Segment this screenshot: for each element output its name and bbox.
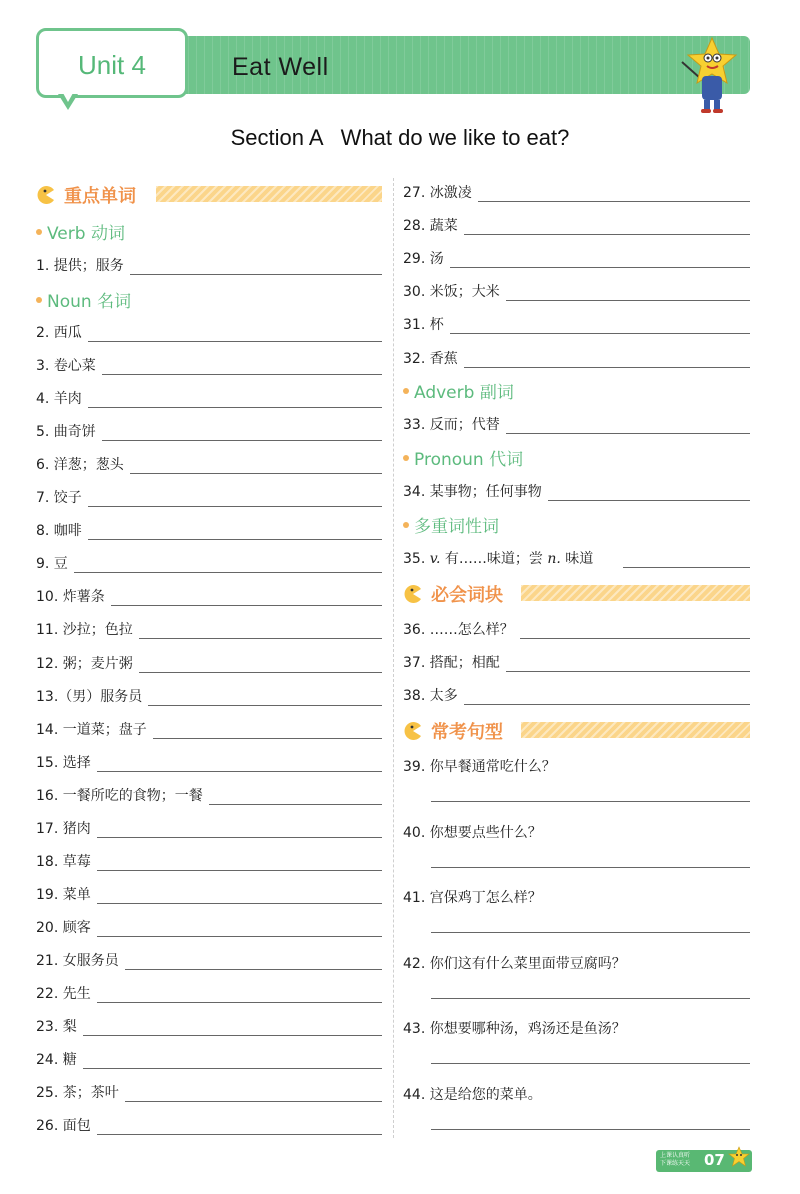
item-label: 26. 面包	[36, 1115, 97, 1135]
answer-line[interactable]	[36, 572, 382, 573]
section-header-bar	[156, 186, 382, 202]
item-label: 15. 选择	[36, 752, 97, 772]
section-header-sentences	[403, 717, 750, 743]
star-mascot-icon	[680, 36, 740, 116]
sentence-item	[403, 822, 750, 882]
list-item	[403, 314, 750, 336]
section-header-label: 常考句型	[431, 722, 503, 743]
answer-line[interactable]	[431, 932, 750, 933]
bullet-dot-icon	[36, 297, 42, 303]
answer-line[interactable]	[36, 407, 382, 408]
list-item	[36, 884, 382, 906]
answer-line[interactable]	[431, 867, 750, 868]
item-label: 3. 卷心菜	[36, 355, 102, 375]
list-item	[36, 983, 382, 1005]
list-item	[36, 1082, 382, 1104]
item-label: 12. 粥；麦片粥	[36, 653, 139, 673]
list-item	[36, 355, 382, 377]
bullet-dot-icon	[36, 229, 42, 235]
list-item	[36, 487, 382, 509]
section-header-key-words	[36, 181, 382, 207]
list-item	[403, 652, 750, 674]
subhead-adverb	[403, 378, 514, 403]
list-item	[36, 818, 382, 840]
item-label: 41. 宫保鸡丁怎么样？	[403, 890, 542, 907]
section-title: Section A What do we like to eat?	[230, 125, 570, 150]
sentence-item	[403, 953, 750, 1013]
list-item	[36, 454, 382, 476]
answer-line[interactable]	[36, 341, 382, 342]
bullet-dot-icon	[403, 522, 409, 528]
subhead-adverb-label: Adverb 副词	[414, 383, 514, 403]
list-item	[403, 215, 750, 237]
footer-slogan	[660, 1152, 700, 1168]
item-label: 17. 猪肉	[36, 818, 97, 838]
pos-noun: n.	[547, 551, 561, 567]
list-item	[403, 685, 750, 707]
pacman-icon	[403, 584, 423, 604]
section-header-bar	[521, 585, 750, 601]
list-item	[36, 255, 382, 277]
item-label: 33. 反而；代替	[403, 414, 506, 434]
subhead-verb	[36, 219, 125, 244]
item-label: 27. 冰激凌	[403, 182, 478, 202]
list-item	[403, 619, 750, 641]
answer-line[interactable]	[431, 1063, 750, 1064]
list-item	[36, 851, 382, 873]
column-divider	[393, 178, 394, 1138]
item-label: 13.（男）服务员	[36, 686, 148, 706]
item-label: 39. 你早餐通常吃什么？	[403, 759, 556, 775]
pacman-icon	[403, 721, 423, 741]
answer-line[interactable]	[36, 1068, 382, 1069]
list-item	[36, 421, 382, 443]
sentence-item	[403, 1018, 750, 1078]
item-number: 35.	[403, 551, 426, 567]
pos-verb: v.	[429, 551, 441, 567]
list-item	[36, 520, 382, 542]
item-label: 30. 米饭；大米	[403, 281, 506, 301]
item-label: 31. 杯	[403, 314, 450, 334]
item-meaning-b: 味道	[565, 551, 594, 567]
item-label	[403, 548, 599, 568]
bullet-dot-icon	[403, 455, 409, 461]
item-label: 32. 香蕉	[403, 348, 464, 368]
list-item	[36, 553, 382, 575]
item-label: 42. 你们这有什么菜里面带豆腐吗？	[403, 955, 626, 972]
item-label: 40. 你想要点些什么？	[403, 824, 542, 841]
list-item	[36, 1115, 382, 1137]
item-label: 18. 草莓	[36, 851, 97, 871]
item-label: 4. 羊肉	[36, 388, 88, 408]
answer-line[interactable]	[431, 801, 750, 802]
item-label: 11. 沙拉；色拉	[36, 619, 139, 639]
item-label: 20. 顾客	[36, 917, 97, 937]
list-item	[36, 1049, 382, 1071]
item-label: 8. 咖啡	[36, 520, 88, 540]
subhead-pronoun	[403, 445, 523, 470]
item-label: 10. 炸薯条	[36, 586, 111, 606]
item-label: 23. 梨	[36, 1016, 83, 1036]
list-item	[36, 322, 382, 344]
sentence-item	[403, 756, 750, 816]
bullet-dot-icon	[403, 388, 409, 394]
item-label: 5. 曲奇饼	[36, 421, 102, 441]
unit-box-tail-inner	[63, 93, 73, 102]
item-label: 7. 饺子	[36, 487, 88, 507]
answer-line[interactable]	[36, 506, 382, 507]
list-item	[403, 281, 750, 303]
list-item	[36, 752, 382, 774]
footer-slogan-2: 下课练天天	[660, 1160, 691, 1167]
item-label: 37. 搭配；相配	[403, 652, 506, 672]
answer-line[interactable]	[403, 267, 750, 268]
list-item	[36, 1016, 382, 1038]
item-label: 43. 你想要哪种汤，鸡汤还是鱼汤？	[403, 1021, 626, 1038]
item-label: 2. 西瓜	[36, 322, 88, 342]
item-label: 34. 某事物；任何事物	[403, 481, 548, 501]
list-item	[36, 950, 382, 972]
answer-line[interactable]	[403, 333, 750, 334]
item-label: 16. 一餐所吃的食物；一餐	[36, 785, 209, 805]
list-item	[36, 653, 382, 675]
item-meaning-a: 有……味道；尝	[444, 551, 543, 567]
item-label: 38. 太多	[403, 685, 464, 705]
answer-line[interactable]	[431, 1129, 750, 1130]
answer-line[interactable]	[431, 998, 750, 999]
star-icon	[728, 1146, 750, 1170]
subhead-noun-label: Noun 名词	[47, 292, 132, 312]
section-header-label: 必会词块	[431, 585, 503, 606]
pacman-icon	[36, 185, 56, 205]
subhead-multi-pos	[403, 512, 499, 537]
list-item	[403, 481, 750, 503]
list-item	[36, 686, 382, 708]
footer-slogan-1: 上课认真听	[660, 1152, 691, 1159]
subhead-multi-label: 多重词性词	[414, 517, 499, 537]
answer-line[interactable]	[36, 1035, 382, 1036]
item-label: 14. 一道菜；盘子	[36, 719, 153, 739]
unit-title: Eat Well	[232, 53, 329, 81]
item-label: 1. 提供；服务	[36, 255, 130, 275]
unit-label: Unit 4	[78, 50, 146, 80]
item-label: 24. 糖	[36, 1049, 83, 1069]
sentence-item	[403, 887, 750, 947]
item-label: 21. 女服务员	[36, 950, 125, 970]
list-item	[36, 619, 382, 641]
item-label: 25. 茶；茶叶	[36, 1082, 125, 1102]
subhead-verb-label: Verb 动词	[47, 224, 125, 244]
item-label: 19. 菜单	[36, 884, 97, 904]
subhead-pronoun-label: Pronoun 代词	[414, 450, 524, 470]
item-label: 36. ……怎么样？	[403, 619, 520, 639]
item-label: 22. 先生	[36, 983, 97, 1003]
list-item	[403, 248, 750, 270]
section-header-label: 重点单词	[64, 186, 136, 207]
page-number: 07	[704, 1151, 725, 1169]
item-label: 29. 汤	[403, 248, 450, 268]
list-item	[403, 548, 750, 570]
subhead-noun	[36, 287, 131, 312]
list-item	[36, 719, 382, 741]
list-item	[36, 388, 382, 410]
section-header-bar	[521, 722, 750, 738]
list-item	[403, 414, 750, 436]
list-item	[403, 348, 750, 370]
item-label: 44. 这是给您的菜单。	[403, 1087, 542, 1103]
list-item	[36, 586, 382, 608]
answer-line[interactable]	[623, 567, 750, 568]
item-label: 9. 豆	[36, 553, 74, 573]
sentence-item	[403, 1084, 750, 1144]
list-item	[36, 917, 382, 939]
item-label: 28. 蔬菜	[403, 215, 464, 235]
list-item	[36, 785, 382, 807]
section-header-phrases	[403, 580, 750, 606]
item-label: 6. 洋葱；葱头	[36, 454, 130, 474]
list-item	[403, 182, 750, 204]
answer-line[interactable]	[36, 539, 382, 540]
